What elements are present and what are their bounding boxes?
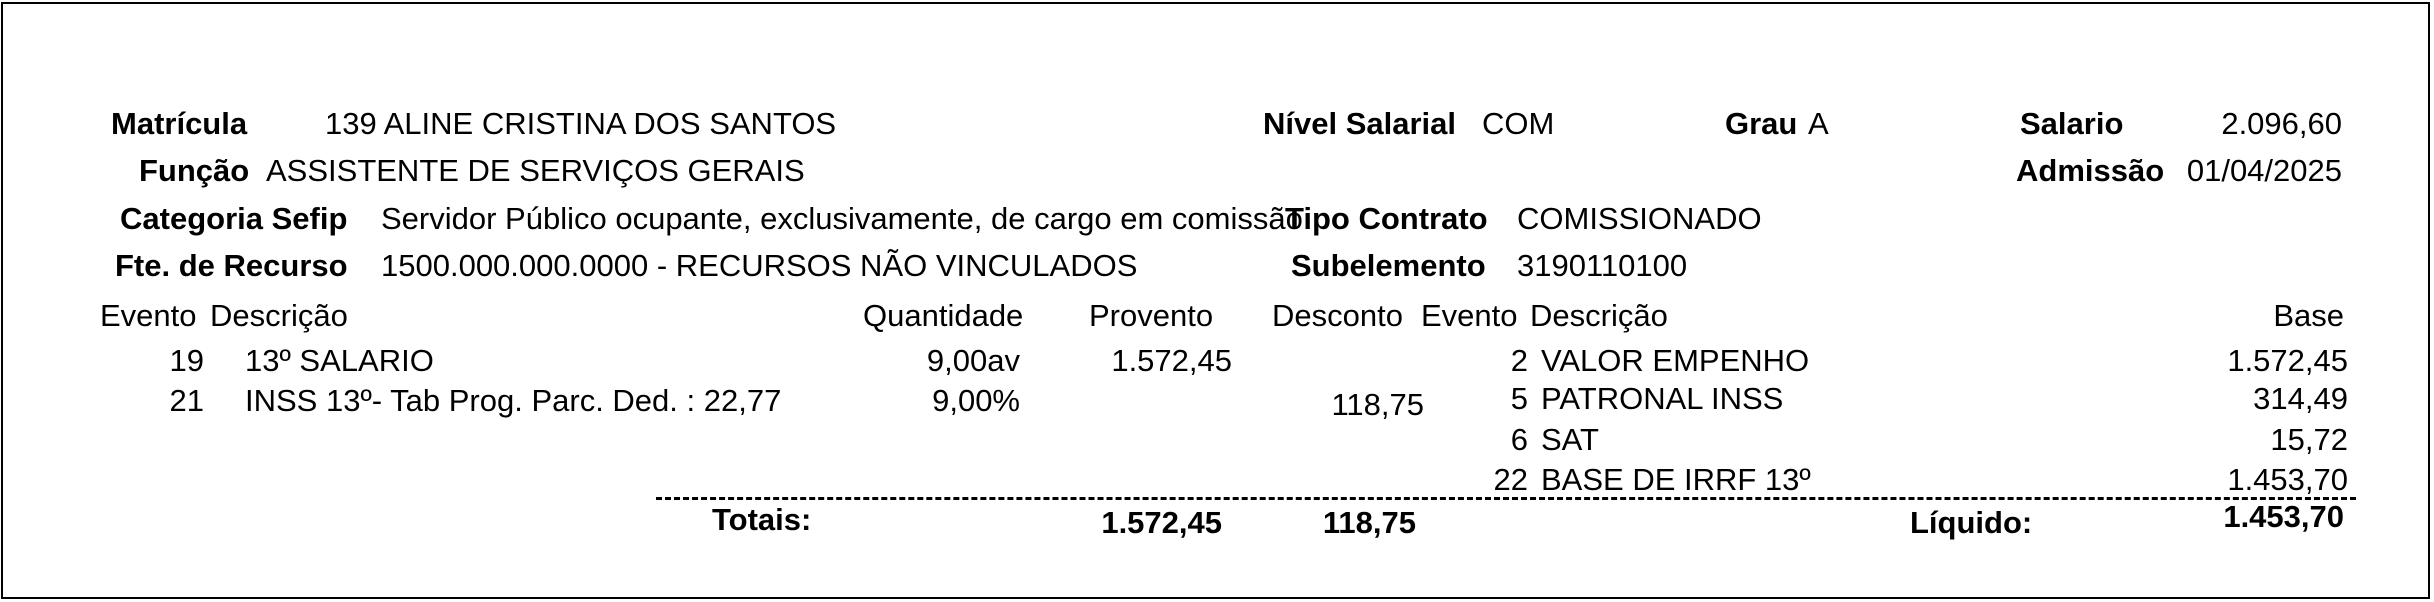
fonte-label: Fte. de Recurso xyxy=(115,248,348,283)
nivel-value: COM xyxy=(1482,106,1555,141)
col-base: Base xyxy=(2273,298,2344,333)
fonte-value: 1500.000.000.0000 - RECURSOS NÃO VINCULADOS xyxy=(381,248,1138,283)
event-quantity: 9,00% xyxy=(932,383,1020,418)
subelemento-label: Subelemento xyxy=(1291,248,1486,283)
col-evento-base: Evento xyxy=(1421,298,1518,333)
col-desconto: Desconto xyxy=(1272,298,1403,333)
categoria-label: Categoria Sefip xyxy=(120,201,348,236)
salario-label: Salario xyxy=(2020,106,2124,141)
base-description: SAT xyxy=(1541,422,1599,457)
event-description: INSS 13º- Tab Prog. Parc. Ded. : 22,77 xyxy=(245,383,782,418)
liquido-value: 1.453,70 xyxy=(2223,499,2344,534)
grau-label: Grau xyxy=(1725,106,1798,141)
tipo-contrato-value: COMISSIONADO xyxy=(1517,201,1762,236)
col-descricao-base: Descrição xyxy=(1530,298,1668,333)
col-provento: Provento xyxy=(1089,298,1214,333)
base-value: 1.453,70 xyxy=(2227,462,2348,497)
totals-desconto: 118,75 xyxy=(1322,505,1416,540)
admissao-value: 01/04/2025 xyxy=(2186,153,2342,188)
event-provento: 1.572,45 xyxy=(1111,343,1232,378)
event-code: 21 xyxy=(169,383,204,418)
base-code: 5 xyxy=(1510,381,1528,416)
event-description: 13º SALARIO xyxy=(245,343,434,378)
base-code: 2 xyxy=(1510,343,1528,378)
base-value: 1.572,45 xyxy=(2227,343,2348,378)
totals-label: Totais: xyxy=(712,502,812,537)
base-value: 314,49 xyxy=(2253,381,2348,416)
funcao-label: Função xyxy=(139,153,250,188)
tipo-contrato-label: Tipo Contrato xyxy=(1285,201,1488,236)
liquido-label: Líquido: xyxy=(1910,505,2033,540)
col-descricao: Descrição xyxy=(210,298,348,333)
totals-separator xyxy=(656,497,2356,500)
funcao-value: ASSISTENTE DE SERVIÇOS GERAIS xyxy=(266,153,805,188)
base-code: 6 xyxy=(1510,422,1528,457)
col-evento: Evento xyxy=(100,298,197,333)
matricula-value: 139 ALINE CRISTINA DOS SANTOS xyxy=(325,106,837,141)
base-description: PATRONAL INSS xyxy=(1541,381,1784,416)
col-quantidade: Quantidade xyxy=(863,298,1024,333)
subelemento-value: 3190110100 xyxy=(1517,248,1688,283)
categoria-value: Servidor Público ocupante, exclusivamente, de cargo em comissão xyxy=(381,201,1303,236)
base-value: 15,72 xyxy=(2270,422,2348,457)
event-code: 19 xyxy=(169,343,204,378)
base-description: VALOR EMPENHO xyxy=(1541,343,1810,378)
event-desconto: 118,75 xyxy=(1331,387,1424,422)
admissao-label: Admissão xyxy=(2016,153,2165,188)
event-quantity: 9,00av xyxy=(926,343,1020,378)
matricula-label: Matrícula xyxy=(111,106,248,141)
nivel-label: Nível Salarial xyxy=(1263,106,1457,141)
salario-value: 2.096,60 xyxy=(2221,106,2342,141)
base-code: 22 xyxy=(1493,462,1528,497)
totals-provento: 1.572,45 xyxy=(1101,505,1222,540)
base-description: BASE DE IRRF 13º xyxy=(1541,462,1811,497)
grau-value: A xyxy=(1808,106,1829,141)
